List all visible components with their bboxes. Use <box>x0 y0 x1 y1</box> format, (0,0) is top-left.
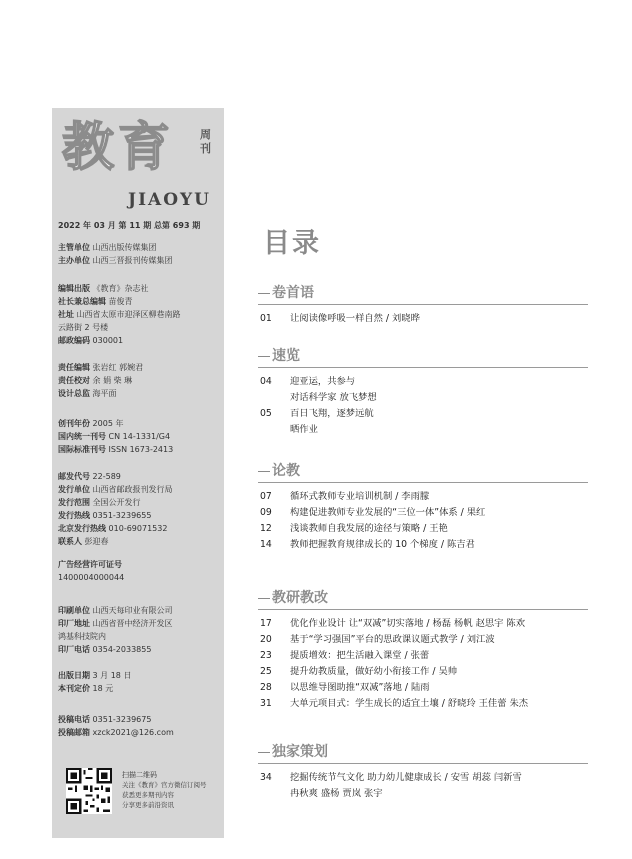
page-number: 07 <box>260 491 272 502</box>
info-key: 联系人 <box>58 537 82 546</box>
article-title: 教师把握教育规律成长的 10 个梯度 / 陈吉君 <box>290 539 475 550</box>
article-title: 浅谈教师自我发展的途径与策略 / 王艳 <box>290 523 448 534</box>
section-name: 教研教改 <box>272 590 328 606</box>
info-value: 山西省太原市迎泽区柳巷南路 <box>76 310 181 319</box>
toc-section <box>258 283 588 327</box>
info-row <box>58 558 222 571</box>
toc-entry[interactable] <box>258 664 588 680</box>
article-title: 提升幼教质量，做好幼小衔接工作 / 吴帅 <box>290 666 458 677</box>
article-title: 以思维导图助推“双减”落地 / 陆雨 <box>290 682 430 693</box>
info-key: 邮政编码 <box>58 336 90 345</box>
info-value: ISSN 1673-2413 <box>108 445 174 454</box>
page-number: 25 <box>260 666 272 677</box>
toc-entry[interactable] <box>258 489 588 505</box>
info-key: 本刊定价 <box>58 684 90 693</box>
section-divider <box>258 367 588 368</box>
toc-entry[interactable] <box>258 311 588 327</box>
info-row <box>58 321 222 334</box>
info-row <box>58 241 222 254</box>
issue-line: 2022 年 03 月 第 11 期 总第 693 期 <box>58 221 201 230</box>
section-heading <box>258 742 588 762</box>
info-row <box>58 443 222 456</box>
info-row <box>58 643 222 656</box>
info-row <box>58 483 222 496</box>
toc-section <box>258 461 588 553</box>
page-number: 04 <box>260 376 272 387</box>
toc-entry[interactable] <box>258 648 588 664</box>
info-key: 广告经营许可证号 <box>58 560 122 569</box>
info-group <box>58 417 222 456</box>
page-number: 17 <box>260 618 272 629</box>
info-row <box>58 374 222 387</box>
toc-entry[interactable] <box>258 390 588 406</box>
info-value: 鸿基科技院内 <box>58 632 106 641</box>
toc-entry[interactable] <box>258 632 588 648</box>
info-key: 发行热线 <box>58 511 90 520</box>
article-title: 构建促进教师专业发展的“三位一体”体系 / 果红 <box>290 507 486 518</box>
section-heading <box>258 346 588 366</box>
toc-title: 目录 <box>263 228 321 259</box>
info-value: 山西省邮政报刊发行局 <box>92 485 173 494</box>
section-name: 卷首语 <box>272 285 314 301</box>
page-number: 01 <box>260 313 272 324</box>
info-row <box>58 496 222 509</box>
info-value: 0354-2033855 <box>92 645 152 654</box>
info-key: 投稿电话 <box>58 715 90 724</box>
info-value: 山西出版传媒集团 <box>92 243 157 252</box>
info-value: 1400004000044 <box>58 573 125 582</box>
article-title: 百日飞翔，逐梦远航 <box>290 408 374 419</box>
info-key: 主办单位 <box>58 256 90 265</box>
info-group <box>58 361 222 400</box>
info-key: 国内统一刊号 <box>58 432 106 441</box>
logo-title: 教育 <box>62 117 175 178</box>
article-title: 挖掘传统节气文化 助力幼儿健康成长 / 安雪 胡蕊 闫新雪 <box>290 772 522 783</box>
info-value: 18 元 <box>92 684 114 693</box>
info-row <box>58 669 222 682</box>
info-group <box>58 558 222 584</box>
toc-section <box>258 346 588 438</box>
article-title: 对话科学家 放飞梦想 <box>290 392 377 403</box>
info-group <box>58 713 222 739</box>
info-key: 投稿邮箱 <box>58 728 90 737</box>
article-title: 优化作业设计 让“双减”切实落地 / 杨磊 杨帆 赵思宇 陈欢 <box>290 618 526 629</box>
info-value: 云路街 2 号楼 <box>58 323 109 332</box>
info-row <box>58 334 222 347</box>
toc-entry[interactable] <box>258 406 588 422</box>
section-heading <box>258 461 588 481</box>
info-key: 印刷单位 <box>58 606 90 615</box>
page-number: 12 <box>260 523 272 534</box>
heading-underscore <box>258 471 270 472</box>
info-value: 《教育》杂志社 <box>92 284 149 293</box>
section-divider <box>258 763 588 764</box>
info-group <box>58 241 222 267</box>
info-group <box>58 669 222 695</box>
info-row <box>58 308 222 321</box>
info-key: 社址 <box>58 310 74 319</box>
logo-pinyin: JIAOYU <box>128 190 211 210</box>
info-value: 余 娟 柴 琳 <box>92 376 133 385</box>
qr-code-icon[interactable] <box>66 768 112 814</box>
article-title: 基于“学习强国”平台的思政课议题式教学 / 刘江波 <box>290 634 495 645</box>
heading-underscore <box>258 293 270 294</box>
info-key: 北京发行热线 <box>58 524 106 533</box>
page-number: 28 <box>260 682 272 693</box>
section-name: 速览 <box>272 348 300 364</box>
info-key: 社长兼总编辑 <box>58 297 106 306</box>
magazine-logo <box>62 116 217 216</box>
info-row <box>58 254 222 267</box>
info-row <box>58 617 222 630</box>
toc-entry[interactable] <box>258 537 588 553</box>
info-key: 国际标准刊号 <box>58 445 106 454</box>
info-value: 0351-3239675 <box>92 715 152 724</box>
info-key: 责任编辑 <box>58 363 90 372</box>
info-row <box>58 295 222 308</box>
info-row <box>58 726 222 739</box>
info-row <box>58 630 222 643</box>
info-key: 编辑出版 <box>58 284 90 293</box>
page-number: 23 <box>260 650 272 661</box>
section-heading <box>258 283 588 303</box>
heading-underscore <box>258 598 270 599</box>
page-number: 31 <box>260 698 272 709</box>
article-title: 晒作业 <box>290 424 318 435</box>
info-row <box>58 417 222 430</box>
info-value: 010-69071532 <box>108 524 168 533</box>
qr-area <box>66 768 218 828</box>
page-number: 20 <box>260 634 272 645</box>
info-value: 22-589 <box>92 472 121 481</box>
heading-underscore <box>258 356 270 357</box>
section-divider <box>258 609 588 610</box>
qr-caption-line: 获悉更多期刊内容 <box>122 791 174 799</box>
article-title: 让阅读像呼吸一样自然 / 刘晓晔 <box>290 313 420 324</box>
heading-underscore <box>258 752 270 753</box>
toc-section <box>258 588 588 712</box>
info-row <box>58 470 222 483</box>
article-title: 冉秋爽 盛杨 贾岚 张宇 <box>290 788 383 799</box>
section-name: 独家策划 <box>272 744 328 760</box>
info-value: xzck2021@126.com <box>92 728 174 737</box>
qr-caption-line: 分享更多前沿资讯 <box>122 801 174 809</box>
info-row <box>58 509 222 522</box>
info-key: 邮发代号 <box>58 472 90 481</box>
info-value: 全国公开发行 <box>92 498 141 507</box>
info-row <box>58 430 222 443</box>
info-value: 海平面 <box>92 389 117 398</box>
toc-entry[interactable] <box>258 422 588 438</box>
page-number: 34 <box>260 772 272 783</box>
article-title: 大单元项目式：学生成长的适宜土壤 / 舒晓玲 王佳蕾 朱杰 <box>290 698 529 709</box>
info-value: 张岩红 郭婉君 <box>92 363 144 372</box>
info-row <box>58 361 222 374</box>
page-number: 09 <box>260 507 272 518</box>
page-number: 14 <box>260 539 272 550</box>
info-key: 印厂电话 <box>58 645 90 654</box>
info-value: CN 14-1331/G4 <box>108 432 171 441</box>
info-row <box>58 604 222 617</box>
info-row <box>58 682 222 695</box>
toc-entry[interactable] <box>258 696 588 712</box>
info-group <box>58 282 222 347</box>
qr-caption-line: 关注《教育》官方微信订阅号 <box>122 781 207 789</box>
qr-caption-line: 扫描二维码 <box>122 771 157 779</box>
info-value: 山西天每印业有限公司 <box>92 606 173 615</box>
info-value: 山西省晋中经济开发区 <box>92 619 173 628</box>
section-divider <box>258 304 588 305</box>
info-group <box>58 470 222 548</box>
info-key: 发行单位 <box>58 485 90 494</box>
info-row <box>58 571 222 584</box>
logo-weekly-label: 周刊 <box>200 128 211 155</box>
info-key: 出版日期 <box>58 671 90 680</box>
info-value: 彭迎春 <box>84 537 109 546</box>
toc-section <box>258 742 588 802</box>
info-key: 印厂地址 <box>58 619 90 628</box>
toc-entry[interactable] <box>258 770 588 786</box>
toc-entry[interactable] <box>258 521 588 537</box>
info-value: 苗俊青 <box>108 297 133 306</box>
toc-entry[interactable] <box>258 505 588 521</box>
info-row <box>58 522 222 535</box>
toc-entry[interactable] <box>258 616 588 632</box>
section-name: 论教 <box>272 463 300 479</box>
info-key: 责任校对 <box>58 376 90 385</box>
info-value: 0351-3239655 <box>92 511 152 520</box>
article-title: 迎亚运，共参与 <box>290 376 356 387</box>
info-key: 发行范围 <box>58 498 90 507</box>
info-row <box>58 282 222 295</box>
info-key: 主管单位 <box>58 243 90 252</box>
info-value: 3 月 18 日 <box>92 671 132 680</box>
article-title: 提质增效：把生活融入课堂 / 张蕾 <box>290 650 430 661</box>
masthead-panel <box>52 108 224 838</box>
info-key: 设计总监 <box>58 389 90 398</box>
info-value: 山西三晋报刊传媒集团 <box>92 256 173 265</box>
info-row <box>58 713 222 726</box>
article-title: 循环式教师专业培训机制 / 李雨朦 <box>290 491 430 502</box>
section-divider <box>258 482 588 483</box>
info-row <box>58 535 222 548</box>
info-group <box>58 604 222 656</box>
info-value: 2005 年 <box>92 419 124 428</box>
page-number: 05 <box>260 408 272 419</box>
info-key: 创刊年份 <box>58 419 90 428</box>
section-heading <box>258 588 588 608</box>
qr-caption <box>122 770 207 810</box>
info-row <box>58 387 222 400</box>
toc-entry[interactable] <box>258 374 588 390</box>
info-value: 030001 <box>92 336 124 345</box>
toc-entry[interactable] <box>258 786 588 802</box>
toc-entry[interactable] <box>258 680 588 696</box>
